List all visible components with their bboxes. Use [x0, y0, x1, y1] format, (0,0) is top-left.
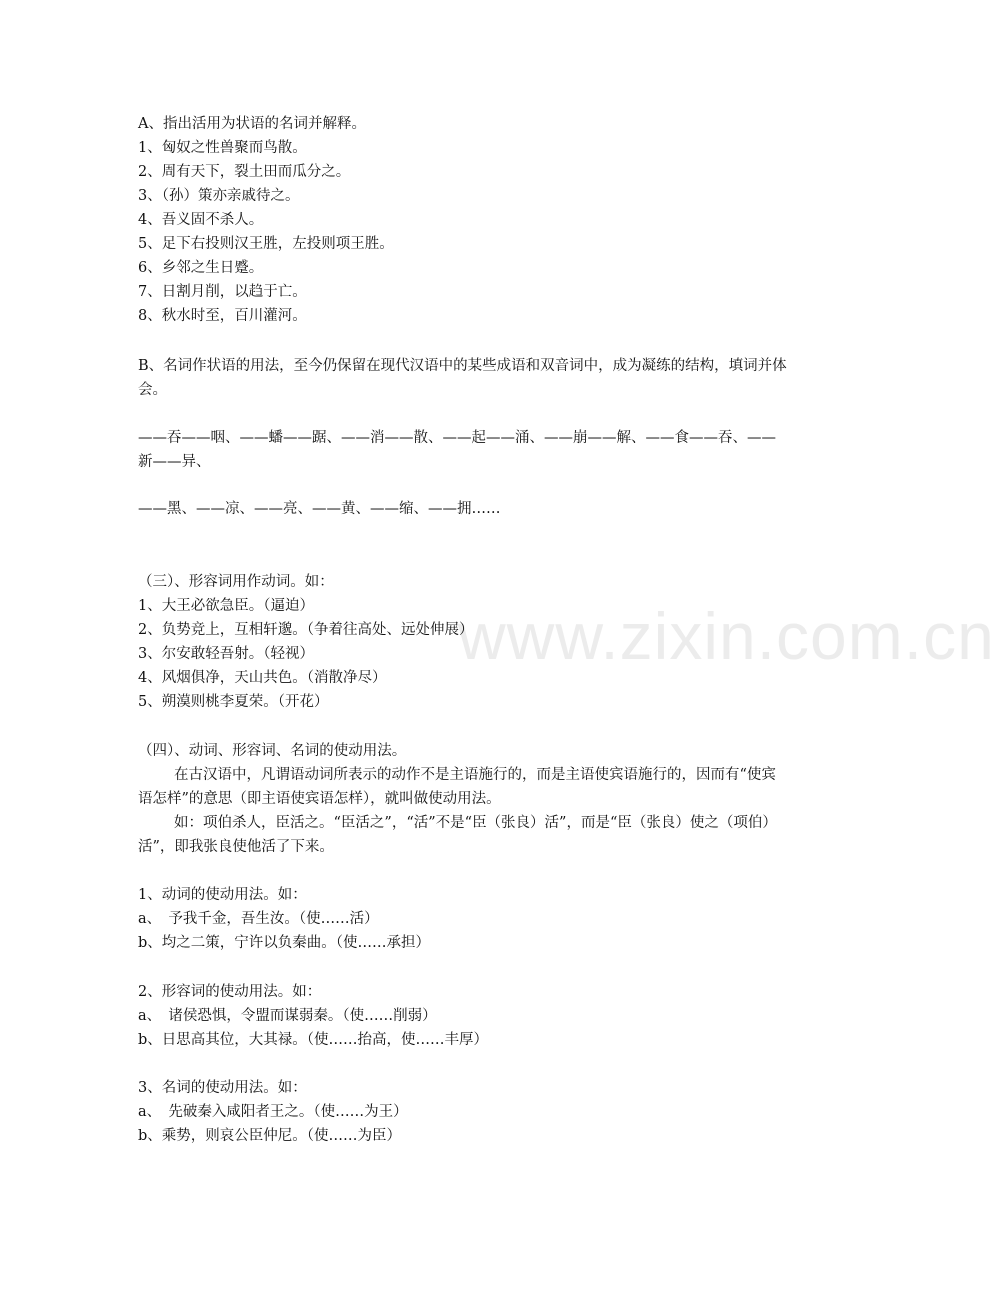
- section-b-intro: B、名词作状语的用法，至今仍保留在现代汉语中的某些成语和双音词中，成为凝练的结构，填词并体会。: [138, 358, 787, 398]
- section-a-item-7: 7、日割月削，以趋于亡。: [138, 284, 307, 300]
- sub-1-heading: 1、动词的使动用法。如：: [138, 887, 307, 903]
- section-3-item-2: 2、负势竞上，互相轩邈。（争着往高处、远处伸展）: [138, 622, 474, 638]
- section-a-item-1: 1、匈奴之性兽聚而鸟散。: [138, 140, 307, 156]
- section-a-item-3: 3、（孙）策亦亲戚待之。: [138, 188, 300, 204]
- sub-3-example-b: b、乘势，则哀公臣仲尼。（使……为臣）: [138, 1128, 402, 1144]
- section-a-heading: A、指出活用为状语的名词并解释。: [138, 116, 366, 132]
- sub-2-example-a: a、 诸侯恐惧，令盟而谋弱秦。（使……削弱）: [138, 1008, 437, 1024]
- section-a-item-2: 2、周有天下，裂土田而瓜分之。: [138, 164, 351, 180]
- section-b-fill-line-1: ——吞——咽、——蟠——踞、——消——散、——起——涌、——崩——解、——食——吞、——新——异、: [138, 430, 776, 470]
- section-a-item-8: 8、秋水时至，百川灌河。: [138, 308, 307, 324]
- section-4-paragraph-2: 如：项伯杀人，臣活之。“臣活之”，“活”不是“臣（张良）活”，而是“臣（张良）使之（项伯）活”，即我张良使他活了下来。: [138, 815, 777, 855]
- sub-3-heading: 3、名词的使动用法。如：: [138, 1080, 307, 1096]
- section-3-item-5: 5、朔漠则桃李夏荣。（开花）: [138, 694, 329, 710]
- sub-3-example-a: a、 先破秦入咸阳者王之。（使……为王）: [138, 1104, 408, 1120]
- section-a-item-6: 6、乡邻之生日蹙。: [138, 260, 264, 276]
- section-b-fill-line-2: ——黑、——凉、——亮、——黄、——缩、——拥……: [138, 501, 501, 517]
- sub-1-example-b: b、均之二策，宁许以负秦曲。（使……承担）: [138, 935, 431, 951]
- sub-1-example-a: a、 予我千金，吾生汝。（使……活）: [138, 911, 379, 927]
- section-3-item-3: 3、尔安敢轻吾射。（轻视）: [138, 646, 314, 662]
- section-4-heading: （四）、动词、形容词、名词的使动用法。: [138, 743, 407, 759]
- section-a-item-4: 4、吾义固不杀人。: [138, 212, 264, 228]
- sub-2-example-b: b、日思高其位，大其禄。（使……抬高，使……丰厚）: [138, 1032, 489, 1048]
- section-a-item-5: 5、足下右投则汉王胜，左投则项王胜。: [138, 236, 394, 252]
- section-4-paragraph-1: 在古汉语中，凡谓语动词所表示的动作不是主语施行的，而是主语使宾语施行的，因而有“使宾语怎样”的意思（即主语使宾语怎样），就叫做使动用法。: [138, 767, 776, 807]
- sub-2-heading: 2、形容词的使动用法。如：: [138, 984, 322, 1000]
- section-3-item-1: 1、大王必欲急臣。（逼迫）: [138, 598, 314, 614]
- section-3-heading: （三）、形容词用作动词。如：: [138, 574, 334, 590]
- watermark-text: www.zixin.com.cn: [458, 599, 995, 673]
- section-3-item-4: 4、风烟俱净，天山共色。（消散净尽）: [138, 670, 387, 686]
